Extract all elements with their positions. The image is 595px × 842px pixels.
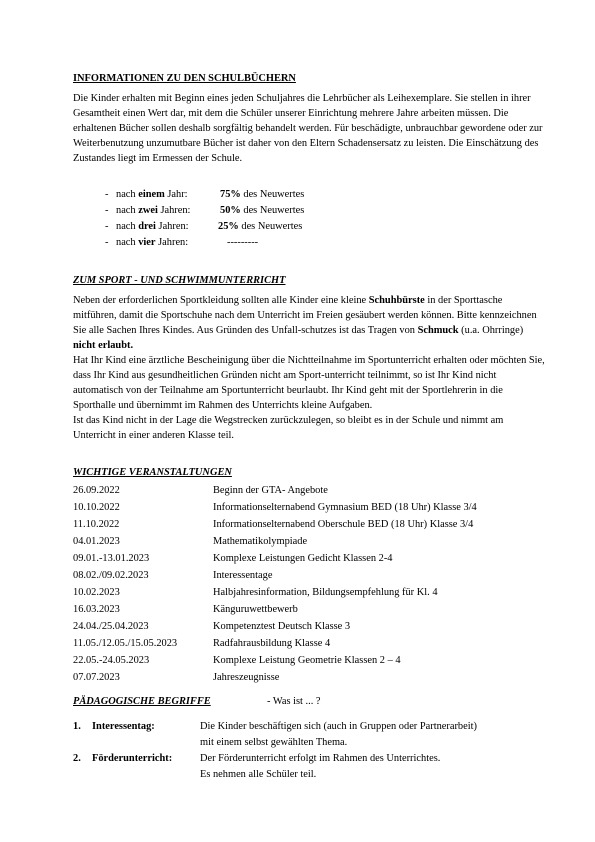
schulbuecher-paragraph: Die Kinder erhalten mit Beginn eines jeden Schuljahres die Lehrbücher als Leihexemplare. Sie stellen in ihrer Gesamtheit einen Wert dar, mit dem die Schüler unserer Einrichtung mehrere Jahre arbeiten müssen. Die erhaltenen Bücher sollen deshalb sorgfältig behandelt werden. Für beschädigte, unbrauchbar gewordene oder zur Weiterbenutzung unzumutbare Bücher ist daher von den Eltern Schadensersatz zu leisten. Die Einschätzung des Zustandes liegt im Ermessen der Schule. <box>73 93 543 164</box>
section-heading-veranstaltungen: WICHTIGE VERANSTALTUNGEN <box>73 467 232 478</box>
sport-paragraph-3: Ist das Kind nicht in der Lage die Wegstrecken zurückzulegen, so bleibt es in der Schule und nimmt am Unterricht in einer anderen Klasse teil. <box>73 415 504 441</box>
section-heading-sport: ZUM SPORT - UND SCHWIMMUNTERRICHT <box>73 275 286 286</box>
section-heading-begriffe: PÄDAGOGISCHE BEGRIFFE <box>73 696 211 707</box>
sport-paragraph-1: Neben der erforderlichen Sportkleidung sollten alle Kinder eine kleine Schuhbürste in der Sporttasche mitführen, damit die Sportschuhe nach dem Unterricht im Freien gesäubert werden können. Bitte kennzeichnen Sie alle Sachen Ihres Kindes. Aus Gründen des Unfall-schutzes ist das Tragen von Schmuck (u.a. Ohrringe) nicht erlaubt. <box>73 295 537 351</box>
section-heading-schulbuecher: INFORMATIONEN ZU DEN SCHULBÜCHERN <box>73 73 296 84</box>
sport-paragraph-2: Hat Ihr Kind eine ärztliche Bescheinigung über die Nichtteilnahme im Sportunterricht erhalten oder möchten Sie, dass Ihr Kind aus gesundheitlichen Gründen nicht am Sport-unterricht teilnimmt, so ist Ihr Kind nicht automatisch von der Teilnahme am Sportunterricht beurlaubt. Ihr Kind geht mit der Sportlehrerin in die Sporthalle und übernimmt im Rahmen des Unterrichts kleine Aufgaben. <box>73 355 545 411</box>
document-page: INFORMATIONEN ZU DEN SCHULBÜCHERN Die Kinder erhalten mit Beginn eines jeden Schuljahres die Lehrbücher als Leihexemplare. Sie stellen in ihrer Gesamtheit einen Wert dar, mit dem die Schüler unserer Einrichtung mehrere Jahre arbeiten müssen. Die erhaltenen Bücher sollen deshalb sorgfältig behandelt werden. Für beschädigte, unbrauchbar gewordene oder zur Weiterbenutzung unzumutbare Bücher ist daher von den Eltern Schadensersatz zu leisten. Die Einschätzung des Zustandes liegt im Ermessen der Schule. - nach einem Jahr: 75% des Neuwertes - nach zwei Jahren: 50% des Neuwertes - nach drei Jahren: 25% des Neuwertes - nach vier Jahren: --------- ZUM SPORT - UND SCHWIMMUNTERRICHT Neben der erforderlichen Sportkleidung sollten alle Kinder eine kleine Schuhbürste in der Sporttasche mitführen, damit die Sportschuhe nach dem Unterricht im Freien gesäubert werden können. Bitte kennzeichnen Sie alle Sachen Ihres Kindes. Aus Gründen des Unfall-schutzes ist das Tragen von Schmuck (u.a. Ohrringe) nicht erlaubt. Hat Ihr Kind eine ärztliche Bescheinigung über die Nichtteilnahme im Sportunterricht erhalten oder möchten Sie, dass Ihr Kind aus gesundheitlichen Gründen nicht am Sport-unterricht teilnimmt, so ist Ihr Kind nicht automatisch von der Teilnahme am Sportunterricht beurlaubt. Ihr Kind geht mit der Sportlehrerin in die Sporthalle und übernimmt im Rahmen des Unterrichts kleine Aufgaben. Ist das Kind nicht in der Lage die Wegstrecken zurückzulegen, so bleibt es in der Schule und nimmt am Unterricht in einer anderen Klasse teil. WICHTIGE VERANSTALTUNGEN 26.09.2022 Beginn der GTA- Angebote 10.10.2022 Informationselternabend Gymnasium BED (18 Uhr) Klasse 3/4 11.10.2022 Informationselternabend Oberschule BED (18 Uhr) Klasse 3/4 04.01.2023 Mathematikolympiade 09.01.-13.01.2023 Komplexe Leistungen Gedicht Klassen 2-4 08.02./09.02.2023 Interessentage 10.02.2023 Halbjahresinformation, Bildungsempfehlung für Kl. 4 16.03.2023 Känguruwettbewerb 24.04./25.04.2023 Kompetenztest Deutsch Klasse 3 11.05./12.05./15.05.2023 Radfahrausbildung Klasse 4 22.05.-24.05.2023 Komplexe Leistung Geometrie Klassen 2 – 4 07.07.2023 Jahreszeugnisse PÄDAGOGISCHE BEGRIFFE - Was ist ... ? 1. Interessentag: Die Kinder beschäftigen sich (auch in Gruppen oder Partnerarbeit) mit einem selbst gewählten Thema. 2. Förderunterricht: Der Förderunterricht erfolgt im Rahmen des Unterrichtes. Es nehmen alle Schüler teil. <box>0 0 595 842</box>
